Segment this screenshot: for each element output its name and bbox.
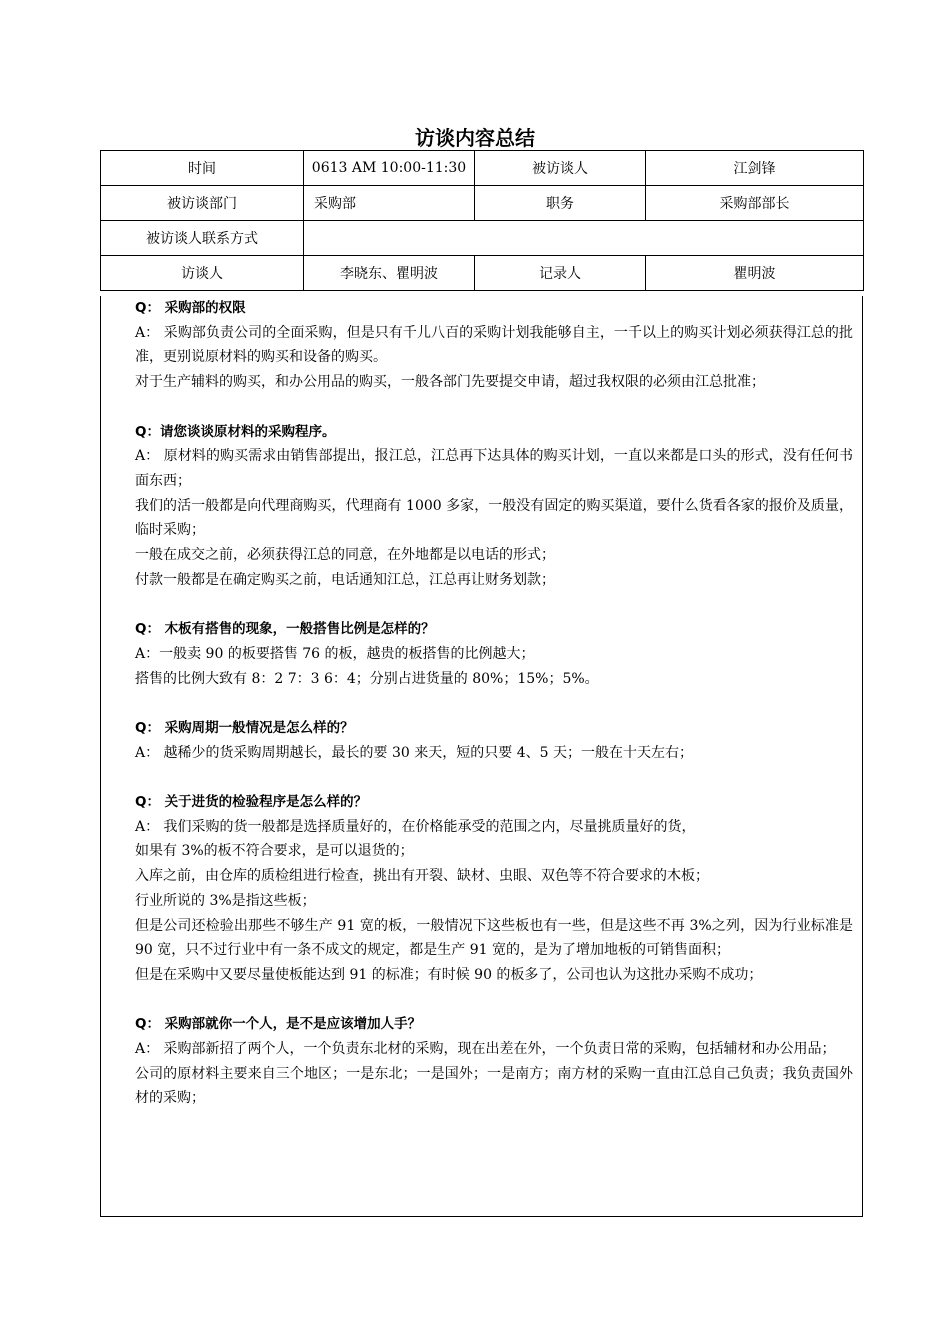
answer-paragraph: 搭售的比例大致有 8：2 7：3 6：4；分别占进货量的 80%；15%；5%。: [135, 670, 599, 687]
contact-label: 被访谈人联系方式: [101, 221, 304, 256]
recorder-label: 记录人: [475, 256, 646, 291]
recorder-value: 瞿明波: [646, 256, 864, 291]
contact-value: [304, 221, 864, 256]
time-value: 0613 AM 10:00-11:30: [304, 151, 475, 186]
position-label: 职务: [475, 186, 646, 221]
question: Q： 采购周期一般情况是怎么样的？: [135, 719, 354, 736]
answer-paragraph: A： 越稀少的货采购周期越长，最长的要 30 来天，短的只要 4、5 天；一般在十天左右；: [135, 744, 693, 761]
question: Q： 关于进货的检验程序是怎么样的？: [135, 794, 368, 810]
answer-paragraph: A： 采购部负责公司的全面采购，但是只有千儿八百的采购计划我能够自主，一千以上的购买计划必须获得江总的批准，更别说原材料的购买和设备的购买。: [135, 324, 853, 366]
dept-label: 被访谈部门: [101, 186, 304, 221]
answer-paragraph: A： 采购部新招了两个人，一个负责东北材的采购，现在出差在外，一个负责日常的采购，包括辅材和办公用品；: [135, 1041, 836, 1058]
answer-paragraph: 我们的活一般都是向代理商购买，代理商有 1000 多家，一般没有固定的购买渠道，要什么货看各家的报价及质量，临时采购；: [135, 497, 853, 539]
interviewer-value: 李晓东、瞿明波: [304, 256, 475, 291]
dept-value: 采购部: [304, 186, 475, 221]
answer-paragraph: 行业所说的 3%是指这些板；: [135, 892, 316, 909]
answer-paragraph: 入库之前，由仓库的质检组进行检查，挑出有开裂、缺材、虫眼、双色等不符合要求的木板；: [135, 868, 709, 885]
answer-paragraph: A： 我们采购的货一般都是选择质量好的，在价格能承受的范围之内，尽量挑质量好的货，: [135, 818, 696, 835]
question: Q： 采购部的权限: [135, 300, 246, 316]
table-row: [101, 186, 864, 221]
time-label: 时间: [101, 151, 304, 186]
table-row: [101, 256, 864, 291]
interview-content: [100, 296, 863, 1217]
question: Q：请您谈谈原材料的采购程序。: [135, 423, 336, 440]
info-table: [100, 150, 864, 291]
question: Q： 木板有搭售的现象，一般搭售比例是怎样的？: [135, 621, 435, 638]
answer-paragraph: 公司的原材料主要来自三个地区；一是东北；一是国外；一是南方；南方材的采购一直由江总自己负责；我负责国外材的采购；: [135, 1065, 853, 1107]
interviewee-value: 江剑锋: [646, 151, 864, 186]
table-row: [101, 151, 864, 186]
position-value: 采购部部长: [646, 186, 864, 221]
answer-paragraph: 但是公司还检验出那些不够生产 91 宽的板，一般情况下这些板也有一些，但是这些不再 3%之列，因为行业标准是 90 宽，只不过行业中有一条不成文的规定，都是生产 91 宽的，是为了增加地板的可销售面积；: [135, 917, 853, 959]
answer-paragraph: 付款一般都是在确定购买之前，电话通知江总，江总再让财务划款；: [135, 571, 555, 588]
answer-paragraph: A：一般卖 90 的板要搭售 76 的板，越贵的板搭售的比例越大；: [135, 645, 535, 662]
interviewer-label: 访谈人: [101, 256, 304, 291]
answer-paragraph: 但是在采购中又要尽量使板能达到 91 的标准；有时候 90 的板多了，公司也认为这批办采购不成功；: [135, 966, 763, 983]
table-row: [101, 221, 864, 256]
interviewee-label: 被访谈人: [475, 151, 646, 186]
answer-paragraph: 如果有 3%的板不符合要求，是可以退货的；: [135, 843, 414, 860]
answer-paragraph: 对于生产辅料的购买，和办公用品的购买，一般各部门先要提交申请，超过我权限的必须由江总批准；: [135, 374, 765, 391]
answer-paragraph: 一般在成交之前，必须获得江总的同意，在外地都是以电话的形式；: [135, 547, 555, 564]
answer-paragraph: A： 原材料的购买需求由销售部提出，报江总，江总再下达具体的购买计划，一直以来都是口头的形式，没有任何书面东西；: [135, 448, 853, 489]
question: Q： 采购部就你一个人，是不是应该增加人手？: [135, 1016, 422, 1033]
page-title: 访谈内容总结: [415, 126, 535, 150]
